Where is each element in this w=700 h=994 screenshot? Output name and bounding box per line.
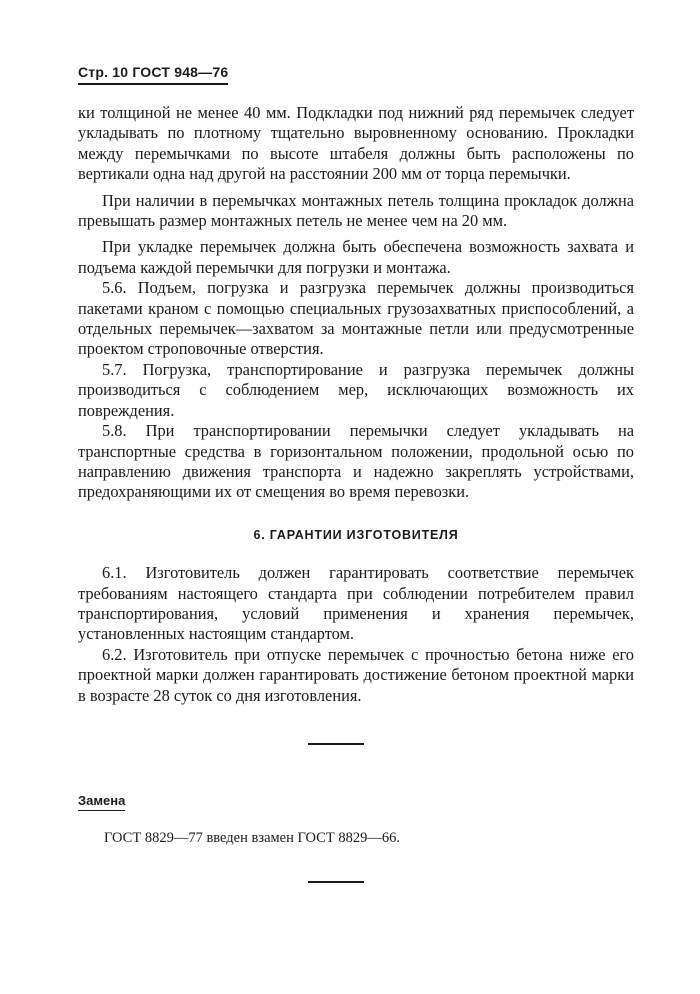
replacement-note-heading: Замена <box>78 793 125 811</box>
section-title-guarantees: 6. ГАРАНТИИ ИЗГОТОВИТЕЛЯ <box>253 527 459 542</box>
replacement-note-text: ГОСТ 8829—77 введен взамен ГОСТ 8829—66. <box>104 830 400 846</box>
paragraph-5-7: 5.7. Погрузка, транспортирование и разгрузка перемычек должны производиться с соблюдением мер, исключающих возможность их повреждения. <box>78 359 634 420</box>
running-header: Стр. 10 ГОСТ 948—76 <box>78 64 228 85</box>
paragraph-mounting-loops: При наличии в перемычках монтажных петель толщина прокладок должна превышать размер монтажных петель не менее чем на 20 мм. <box>78 190 634 231</box>
paragraph-6-2: 6.2. Изготовитель при отпуске перемычек с прочностью бетона ниже его проектной марки должен гарантировать достижение бетоном проектной марки в возрасте 28 суток со дня изготовления. <box>78 644 634 705</box>
paragraph-lifting-access: При укладке перемычек должна быть обеспечена возможность захвата и подъема каждой перемычки для погрузки и монтажа. <box>78 237 634 277</box>
paragraph-6-1: 6.1. Изготовитель должен гарантировать соответствие перемычек требованиям настоящего стандарта при соблюдении потребителем правил транспортирования, условий применения и хранения перемычек, установленных настоящим стандартом. <box>78 563 634 644</box>
divider-rule-bottom <box>308 881 364 883</box>
paragraph-5-8: 5.8. При транспортировании перемычки следует укладывать на транспортные средства в горизонтальном положении, продольной осью по направлению движения транспорта и надежно закреплять устройствами, предохраняющими их от смещения во время перевозки. <box>78 421 634 502</box>
body-text <box>78 103 634 706</box>
divider-rule <box>308 743 364 745</box>
paragraph-continuation: ки толщиной не менее 40 мм. Подкладки под нижний ряд перемычек следует укладывать по плотному тщательно выровненному основанию. Прокладки между перемычками по высоте штабеля должны быть расположены по вертикали одна над другой на расстоянии 200 мм от торца перемычки. <box>78 103 634 184</box>
paragraph-5-6: 5.6. Подъем, погрузка и разгрузка перемычек должны производиться пакетами краном с помощью специальных грузозахватных приспособлений, а отдельных перемычек—захватом за монтажные петли или предусмотренные проектом строповочные отверстия. <box>78 278 634 359</box>
